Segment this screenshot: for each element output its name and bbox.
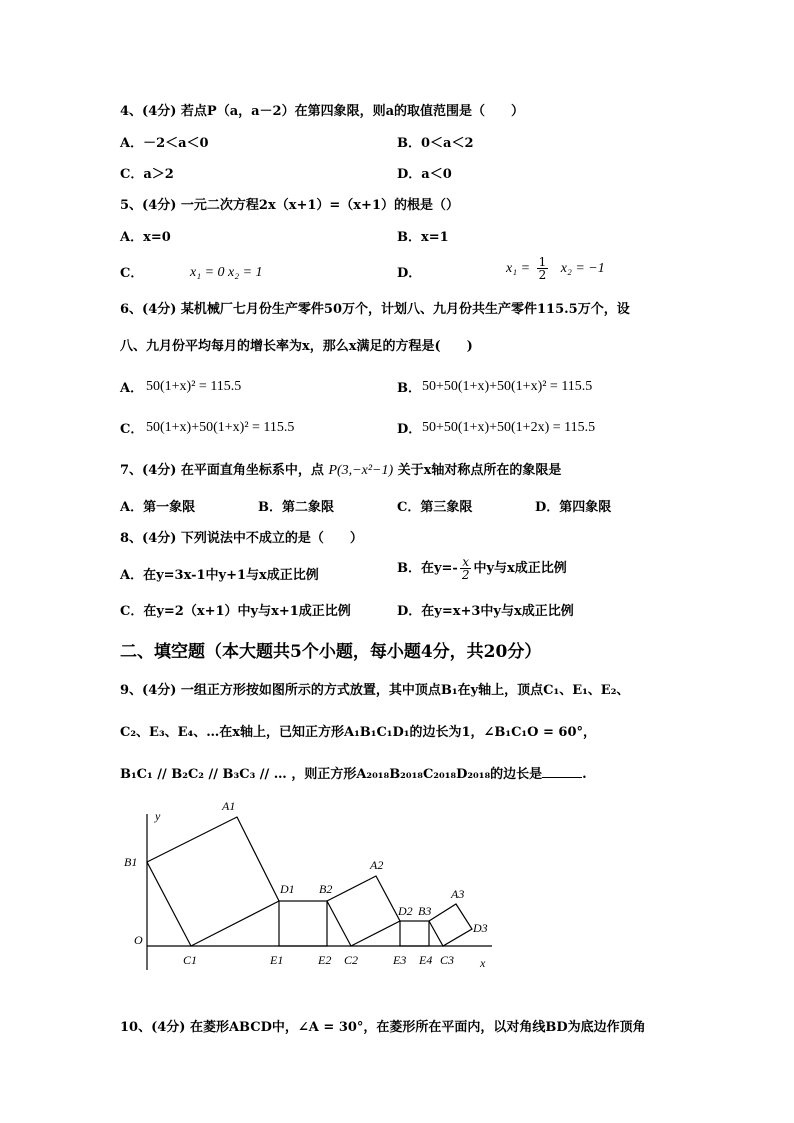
label-c3: C3 [440,953,455,967]
q8-option-c: C．在y=2（x+1）中y与x+1成正比例 [120,604,351,619]
rect-d2-e4 [400,921,429,946]
label-a2: A2 [370,858,384,872]
label-e1: E1 [270,953,284,967]
q5-d-den: 2 [538,268,547,282]
square-3 [429,904,472,946]
q7-option-c: C．第三象限 [397,500,473,515]
q9-line2: C₂、E₃、E₄、…在x轴上，已知正方形A₁B₁C₁D₁的边长为1，∠B₁C₁O = 60°， [120,725,596,740]
q4-option-d: D．a＜0 [397,167,452,182]
q5-d-num: 1 [538,255,547,269]
q7-stem-post: 关于x轴对称点所在的象限是 [397,463,562,478]
q5-option-b: B．x=1 [397,230,449,245]
q6-option-c-math: 50(1+x)+50(1+x)² = 115.5 [146,420,295,435]
label-b2: B2 [319,882,333,896]
q10-stem: 10、(4分) 在菱形ABCD中，∠A = 30°，在菱形所在平面内，以对角线BD为底边作顶角 [120,1020,646,1035]
q9-line3-text: B₁C₁ // B₂C₂ // B₃C₃ // … ，则正方形A₂₀₁₈B₂₀₁₈C₂₀₁₈D₂₀₁₈的边长是 [120,767,543,782]
q8-option-d: D．在y=x+3中y与x成正比例 [397,604,574,619]
q8-option-a: A．在y=3x-1中y+1与x成正比例 [120,568,319,583]
rect-d1-e2 [279,901,327,946]
label-e4: E4 [419,953,433,967]
label-y: y [155,809,161,823]
q6-option-b-math: 50+50(1+x)+50(1+x)² = 115.5 [422,379,593,394]
label-e2: E2 [318,953,332,967]
q8-b-post: 中y与x成正比例 [473,560,567,576]
q4-option-c: C．a＞2 [120,167,174,182]
q5-d-x2: x₂ = −1 [560,261,605,276]
q7-stem-math: P(3,−x²−1) [328,463,394,478]
q5-stem: 5、(4分) 一元二次方程2x（x+1）=（x+1）的根是（） [120,198,459,213]
q8-stem: 8、(4分) 下列说法中不成立的是（ ） [120,531,363,546]
q5-option-d-label: D． [397,266,422,281]
label-d2: D2 [398,904,413,918]
label-b1: B1 [124,855,138,869]
q6-option-a-math: 50(1+x)² = 115.5 [146,379,242,394]
square-1 [147,817,279,946]
q7-option-d: D．第四象限 [535,500,612,515]
label-d3: D3 [473,921,488,935]
q8-b-num: x [460,556,472,569]
label-c1: C1 [183,953,198,967]
q6-stem-line1: 6、(4分) 某机械厂七月份生产零件50万个，计划八、九月份共生产零件115.5万个，设 [120,302,630,317]
q4-option-b: B．0＜a＜2 [397,136,474,151]
square-2 [327,876,400,946]
q5-option-a: A．x=0 [120,230,171,245]
q8-b-den: 2 [461,568,470,582]
label-b3: B3 [418,904,432,918]
q6-option-b-label: B． [397,381,421,396]
q6-option-d-label: D． [397,422,422,437]
q5-d-x1: x₁ = [506,261,531,276]
q7-option-a: A．第一象限 [120,500,196,515]
q7-option-b: B．第二象限 [258,500,334,515]
q6-option-c-label: C． [120,422,144,437]
label-c2: C2 [344,953,359,967]
q9-line1: 9、(4分) 一组正方形按如图所示的方式放置，其中顶点B₁在y轴上，顶点C₁、E₁、E₂、 [120,683,630,698]
q7-stem-pre: 7、(4分) 在平面直角坐标系中，点 [120,463,324,478]
label-a3: A3 [451,887,465,901]
q5-option-c-label: C． [120,266,144,281]
q4-stem: 4、(4分) 若点P（a，a－2）在第四象限，则a的取值范围是（ ） [120,104,525,119]
q6-option-d-math: 50+50(1+x)+50(1+2x) = 115.5 [422,420,596,435]
q9-line3-end: . [582,767,587,782]
label-a1: A1 [222,799,236,813]
section-2-title: 二、填空题（本大题共5个小题，每小题4分，共20分） [120,642,542,662]
q6-stem-line2: 八、九月份平均每月的增长率为x，那么x满足的方程是( ) [120,339,473,354]
label-x: x [480,956,486,970]
label-o: O [134,933,143,947]
q6-option-a-label: A． [120,381,144,396]
label-d1: D1 [280,882,295,896]
q5-option-c-math: x₁ = 0 x₂ = 1 [190,265,263,280]
q4-option-a: A．－2＜a＜0 [120,136,209,151]
label-e3: E3 [393,953,407,967]
q8-b-pre: B．在y=- [397,560,458,576]
